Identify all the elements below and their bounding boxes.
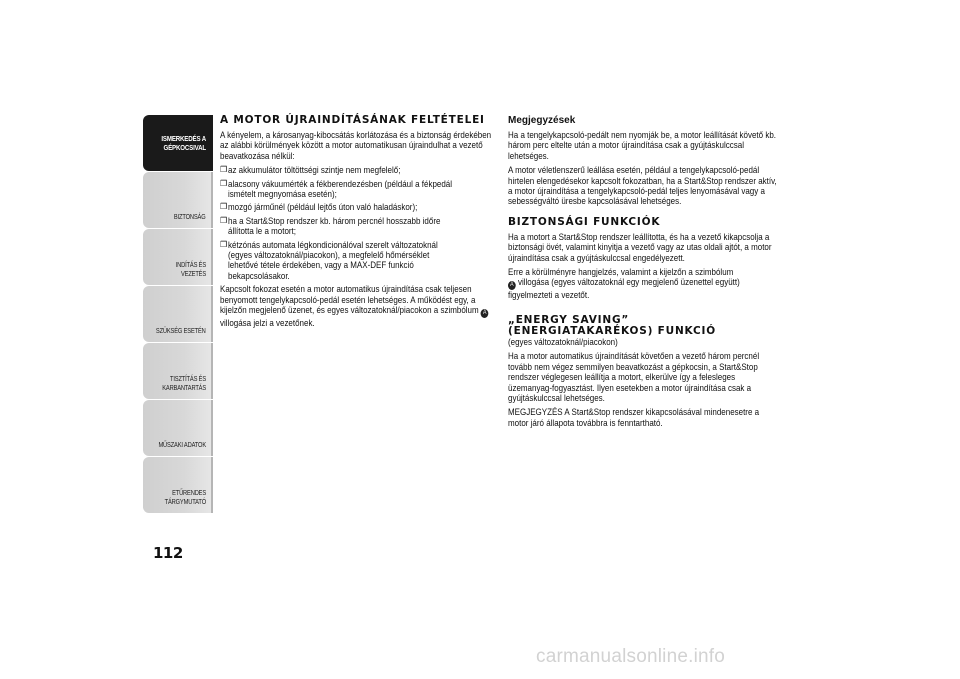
list-item — [220, 165, 490, 175]
page-number: 112 — [153, 544, 183, 562]
checkbox-bullet-icon: ❒ — [220, 215, 228, 225]
tab-szukseg[interactable] — [143, 286, 213, 342]
list-item-text: az akkumulátor töltöttségi szintje nem megfelelő; — [228, 165, 401, 176]
left-column — [220, 115, 490, 333]
start-stop-symbol-icon: A — [481, 309, 489, 318]
list-item — [220, 216, 490, 237]
tab-biztonsag[interactable] — [143, 172, 213, 228]
list-item — [220, 179, 490, 200]
list-item-text: kétzónás automata légkondicionálóval szerelt változatoknál (egyes változatoknál/piacokon), a megfelelő hőmérséklet lehetővé tétele érdekében, vagy a MAX-DEF funkció bekapcsolásakor. — [228, 239, 438, 281]
checkbox-bullet-icon: ❒ — [220, 178, 228, 188]
list-item — [220, 240, 490, 282]
list-item-text: mozgó járműnél (például lejtős úton való haladáskor); — [228, 202, 418, 213]
tab-label: ISMERKEDÉS A GÉPKOCSIVAL — [161, 134, 206, 152]
watermark: carmanualsonline.info — [536, 646, 726, 667]
energy-heading-line1: „ENERGY SAVING” — [508, 313, 630, 326]
list-item-text: alacsony vákuumérték a fékberendezésben (például a fékpedál ismételt megnyomása esetén); — [228, 178, 453, 200]
safety-text-end: villogása (egyes változatoknál egy megjelenő üzenettel együtt) figyelmezteti a vezetőt. — [508, 277, 740, 301]
list-item — [220, 202, 490, 212]
tab-label: INDÍTÁS ÉS VEZETÉS — [175, 262, 206, 278]
energy-subtitle: (egyes változatoknál/piacokon) — [508, 336, 618, 347]
note-paragraph: A motor véletlenszerű leállása esetén, például a tengelykapcsoló-pedál hirtelen elengedésekor kapcsolt fokozatban, ha a Start&Stop rendszer aktív, a motor újraindítása a tengelykapcsoló-pedál teljes lenyomásával vagy a sebességváltó üresbe kapcsolásával lehetséges. — [508, 165, 777, 207]
list-item-text: ha a Start&Stop rendszer kb. három percnél hosszabb időre állította le a motort; — [228, 215, 441, 237]
outro-paragraph — [220, 284, 492, 328]
energy-note: MEGJEGYZÉS A Start&Stop rendszer kikapcsolásával mindenesetre a motor járó állapota továbbra is fenntartható. — [508, 407, 760, 428]
tab-targymutato[interactable] — [143, 457, 213, 513]
note-paragraph: Ha a tengelykapcsoló-pedált nem nyomják be, a motor leállítását követő kb. három perc eltelte után a motor újraindítása csak a gyújtáskulccsal lehetséges. — [508, 130, 776, 161]
right-column — [508, 115, 778, 432]
section-heading: A MOTOR ÚJRAINDÍTÁSÁNAK FELTÉTELEI — [220, 114, 485, 126]
intro-paragraph: A kényelem, a károsanyag-kibocsátás korlátozása és a biztonság érdekében az alábbi körülmények között a motor automatikusan újraindulhat a vezető beavatkozása nélkül: — [220, 130, 492, 161]
checkbox-bullet-icon: ❒ — [220, 202, 228, 212]
safety-paragraph: Ha a motort a Start&Stop rendszer leállította, és ha a vezető kikapcsolja a biztonsági övét, valamint kinyitja a vezető vagy az utas oldali ajtót, a motor újraindítása csak a gyújtáskulccsal engedélyezett. — [508, 231, 772, 263]
safety-paragraph-2 — [508, 267, 780, 301]
tab-label: SZÜKSÉG ESETÉN — [156, 328, 206, 335]
tab-muszaki[interactable] — [143, 400, 213, 456]
tab-inditas[interactable] — [143, 229, 213, 285]
chapter-tabs — [143, 115, 213, 514]
outro-text-end: villogása jelzi a vezetőnek. — [220, 318, 315, 329]
safety-heading: BIZTONSÁGI FUNKCIÓK — [508, 215, 661, 228]
tab-tisztitas[interactable] — [143, 343, 213, 399]
start-stop-symbol-icon: A — [508, 281, 516, 290]
outro-text: Kapcsolt fokozat esetén a motor automatikus újraindítása csak teljesen benyomott tengelykapcsoló-pedál esetén lehetséges. A működést egy, a kijelzőn megjelenő üzenet, és egyes változatoknál/piacokon a szimbólum — [220, 284, 479, 316]
checkbox-bullet-icon: ❒ — [220, 165, 228, 175]
tab-label: BIZTONSÁG — [174, 214, 206, 221]
energy-heading-line2: (ENERGIATAKARÉKOS) FUNKCIÓ — [508, 324, 716, 337]
tab-ismerkedes[interactable] — [143, 115, 213, 171]
tab-label: TISZTÍTÁS ÉS KARBANTARTÁS — [162, 376, 206, 392]
checkbox-bullet-icon: ❒ — [220, 239, 228, 249]
energy-paragraph: Ha a motor automatikus újraindítását követően a vezető három percnél tovább nem végez semmilyen beavatkozást a gépkocsin, a Start&Stop rendszer véglegesen leállítja a motort, elkerülve így a felesleges üzemanyag-fogyasztást. Ilyen esetekben a motor újraindítása csak a gyújtáskulccsal lehetséges. — [508, 351, 760, 403]
safety-text: Erre a körülményre hangjelzés, valamint a kijelzőn a szimbólum — [508, 267, 734, 278]
notes-heading: Megjegyzések — [508, 115, 576, 126]
tab-label: MŰSZAKI ADATOK — [158, 442, 206, 449]
tab-label: ETŰRENDES TÁRGYMUTATÓ — [164, 490, 206, 506]
